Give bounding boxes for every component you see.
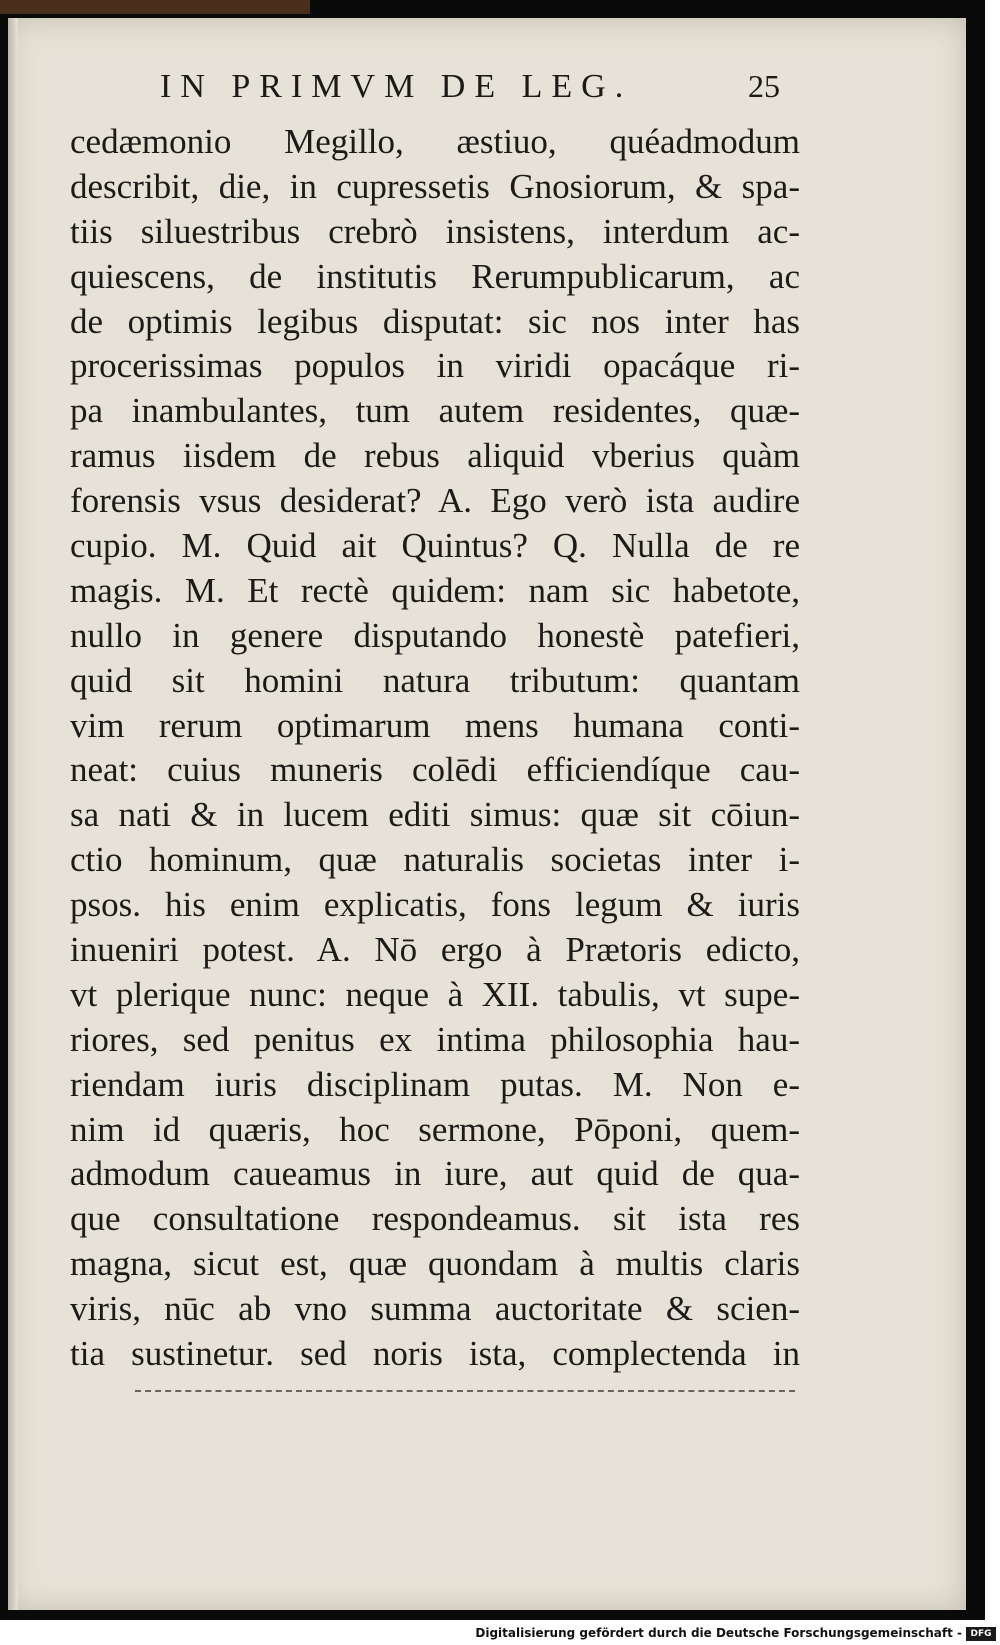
text-line: cupio. M. Quid ait Quintus? Q. Nulla de re [70, 526, 800, 566]
text-line: describit, die, in cupressetis Gnosiorum, & spa- [70, 166, 800, 206]
text-line: psos. his enim explicatis, fons legum & iuris [70, 885, 800, 925]
text-line: procerissimas populos in viridi opacáque ri- [70, 346, 800, 386]
page-number: 25 [748, 68, 780, 104]
text-line: magna, sicut est, quæ quondam à multis claris [70, 1244, 800, 1284]
dfg-logo: DFG [966, 1627, 996, 1641]
text-line: nullo in genere disputando honestè patefieri, [70, 615, 800, 655]
text-line: vt plerique nunc: neque à XII. tabulis, vt supe- [70, 974, 800, 1014]
text-line: riores, sed penitus ex intima philosophia hau- [70, 1019, 800, 1059]
page-gutter-shadow [8, 18, 18, 1610]
text-line: quid sit homini natura tributum: quantam [70, 660, 800, 700]
text-line: riendam iuris disciplinam putas. M. Non e- [70, 1064, 800, 1104]
text-line: quiescens, de institutis Rerumpublicarum, ac [70, 256, 800, 296]
funding-notice: Digitalisierung gefördert durch die Deutsche Forschungsgemeinschaft - [475, 1626, 962, 1640]
text-line: nim id quæris, hoc sermone, Pōponi, quem- [70, 1109, 800, 1149]
text-line: neat: cuius muneris colēdi efficiendíque cau- [70, 750, 800, 790]
text-line: viris, nūc ab vno summa auctoritate & scien- [70, 1289, 800, 1329]
text-line: magis. M. Et rectè quidem: nam sic habetote, [70, 570, 800, 610]
text-line: admodum caueamus in iure, aut quid de qua- [70, 1154, 800, 1194]
text-line: ramus iisdem de rebus aliquid vberius quàm [70, 436, 800, 476]
text-line: inueniri potest. A. Nō ergo à Prætoris edicto, [70, 930, 800, 970]
body-text [70, 120, 800, 1377]
page-header [160, 60, 780, 116]
cut-off-line-remnant [135, 1390, 795, 1396]
text-line: tia sustinetur. sed noris ista, complectenda in [70, 1334, 800, 1374]
digitization-footer [0, 1623, 1000, 1645]
text-line: vim rerum optimarum mens humana conti- [70, 705, 800, 745]
text-line: forensis vsus desiderat? A. Ego verò ista audire [70, 481, 800, 521]
text-line: cedæmonio Megillo, æstiuo, quéadmodum [70, 122, 800, 161]
text-line: de optimis legibus disputat: sic nos inter has [70, 301, 800, 341]
text-line: sa nati & in lucem editi simus: quæ sit cōiun- [70, 795, 800, 835]
text-line: ctio hominum, quæ naturalis societas inter i- [70, 840, 800, 880]
text-line: tiis siluestribus crebrò insistens, interdum ac- [70, 211, 800, 251]
text-line: que consultatione respondeamus. sit ista res [70, 1199, 800, 1239]
text-line: pa inambulantes, tum autem residentes, quæ- [70, 391, 800, 431]
book-edge-strip [0, 0, 310, 14]
running-head: IN PRIMVM DE LEG. [160, 68, 633, 105]
